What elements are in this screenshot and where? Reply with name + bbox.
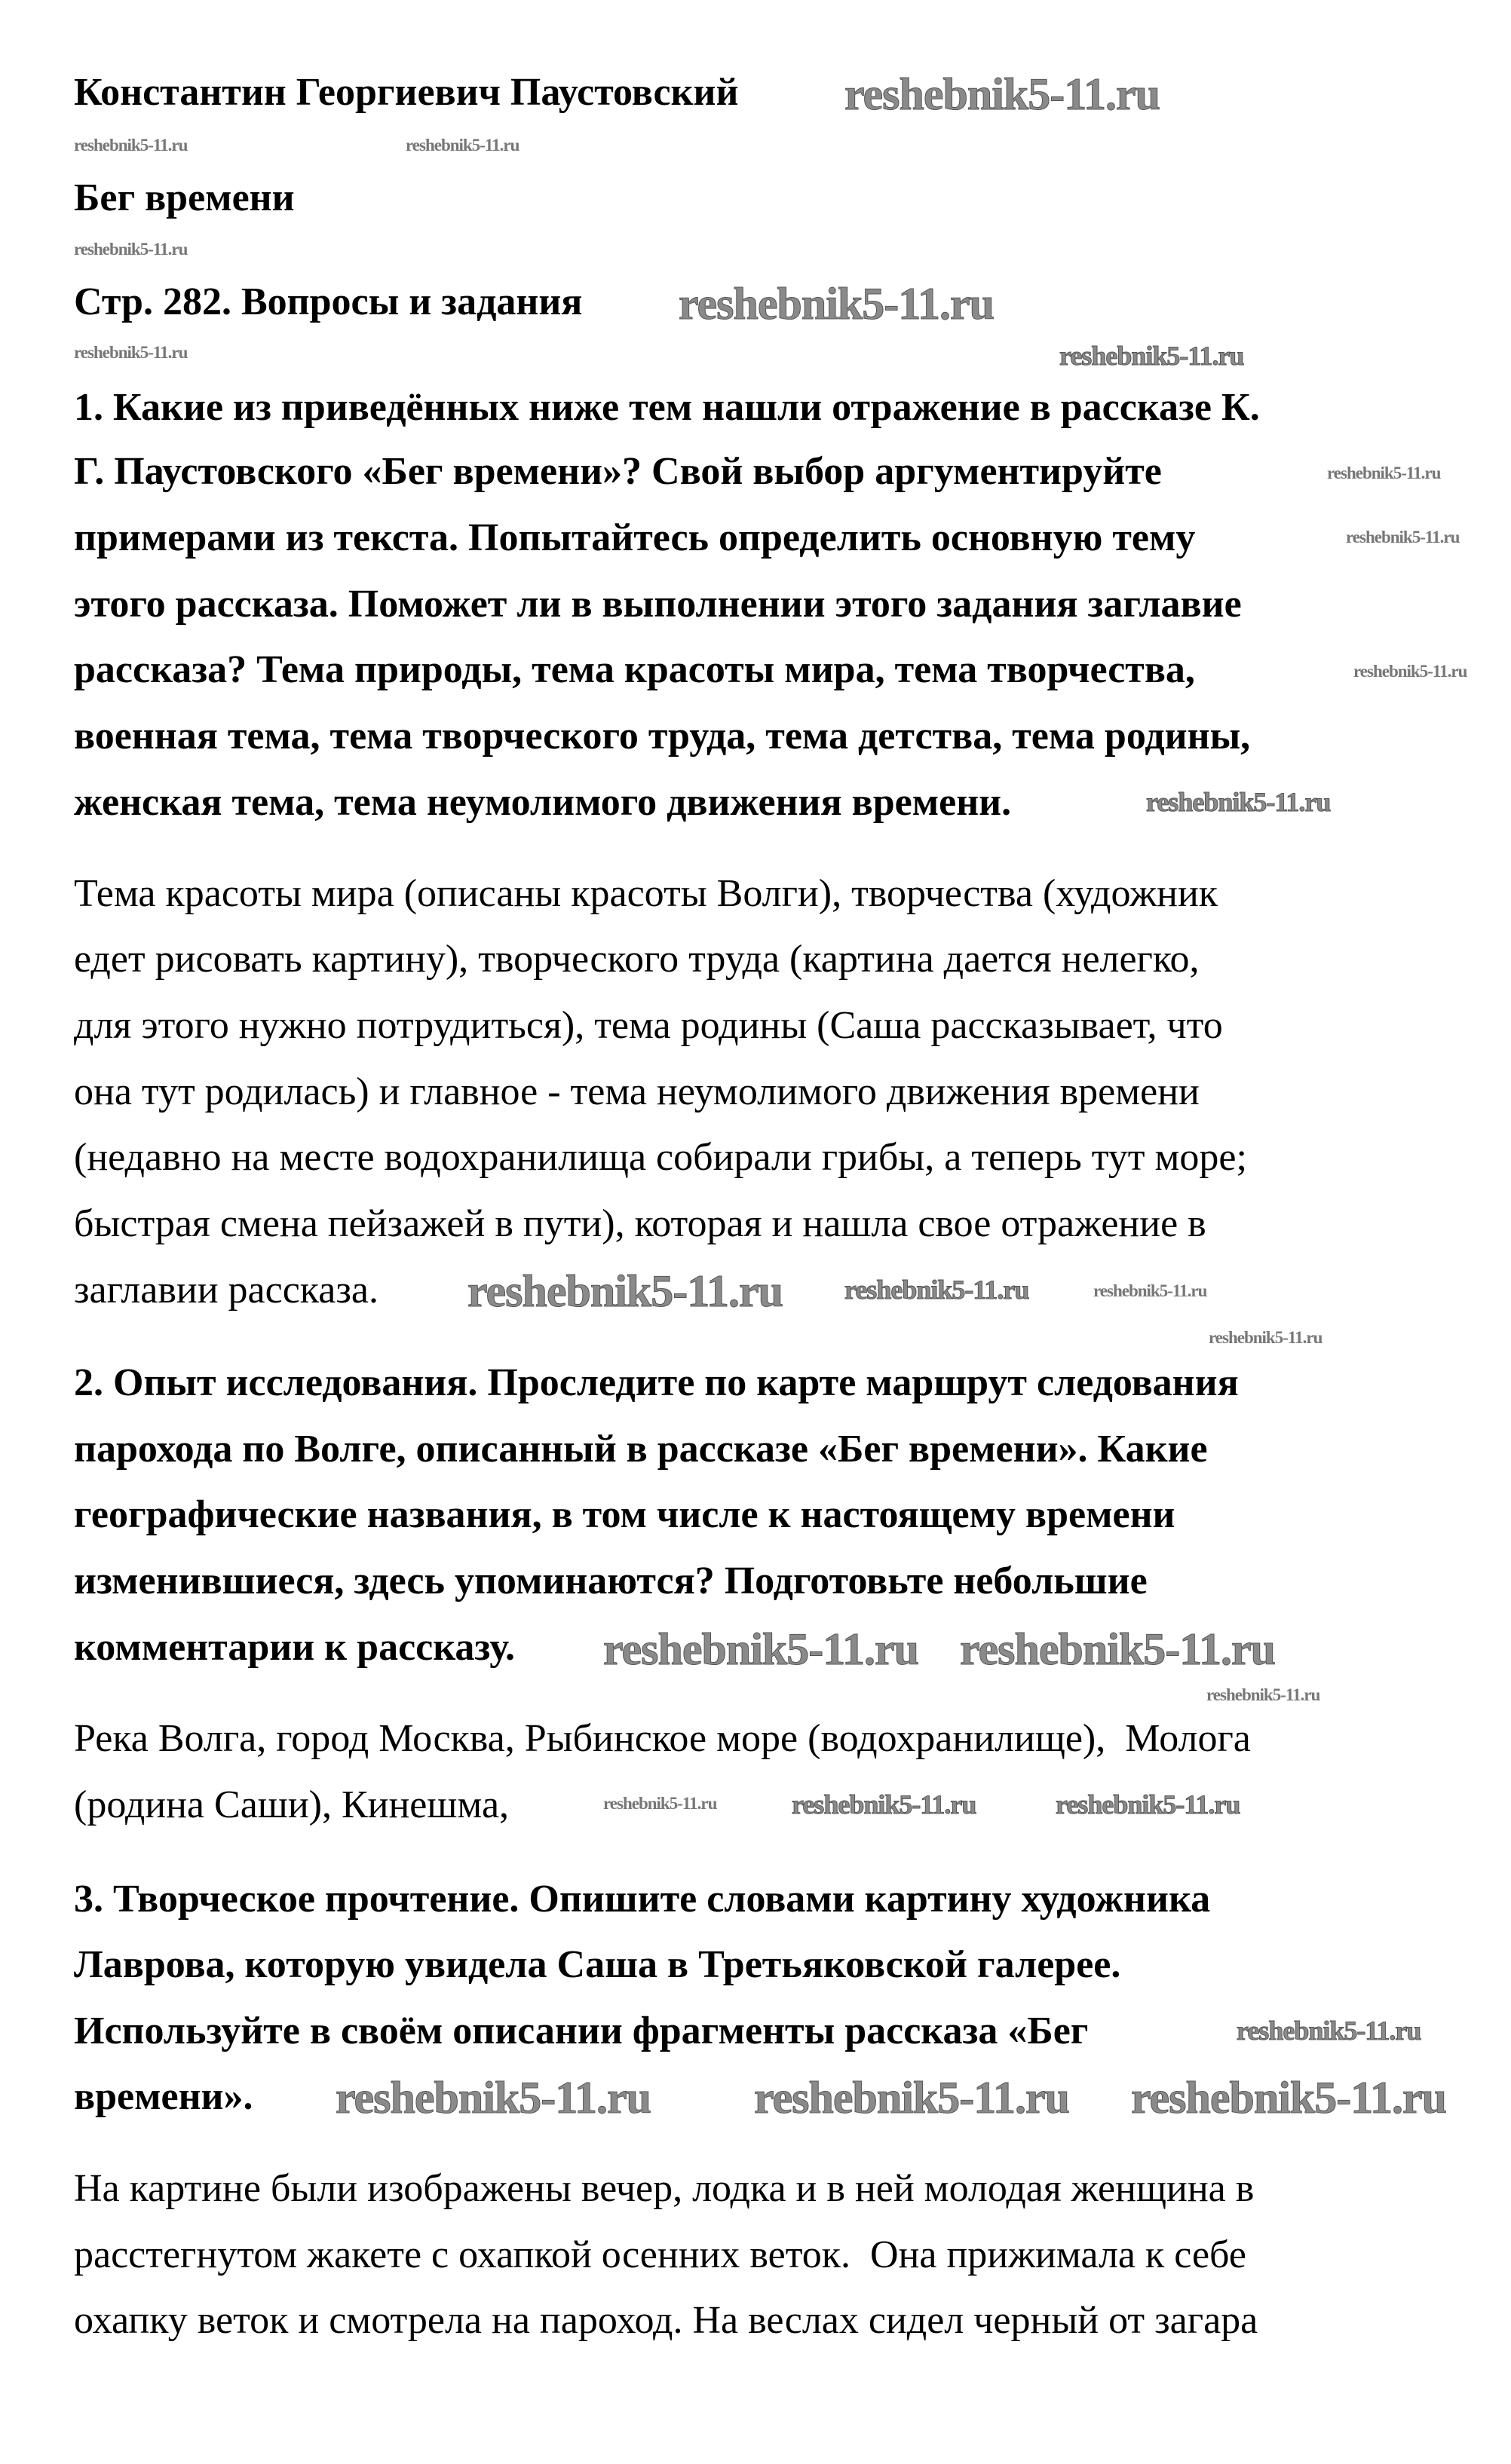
question-line: этого рассказа. Поможет ли в выполнении этого задания заглавие (74, 583, 1242, 626)
watermark: reshebnik5-11.ru (74, 240, 188, 259)
question-line: Используйте в своём описании фрагменты рассказа «Бег (74, 2009, 1089, 2052)
watermark: reshebnik5-11.ru (1209, 1328, 1323, 1347)
answer-line: едет рисовать картину), творческого труда (картина дается нелегко, (74, 938, 1200, 981)
question-line: парохода по Волге, описанный в рассказе «Бег времени». Какие (74, 1428, 1208, 1471)
watermark: reshebnik5-11.ru (467, 1266, 783, 1316)
question-line: женская тема, тема неумолимого движения времени. (74, 781, 1012, 824)
watermark: reshebnik5-11.ru (406, 136, 520, 155)
watermark: reshebnik5-11.ru (754, 2073, 1069, 2123)
watermark: reshebnik5-11.ru (679, 279, 994, 329)
question-line: 1. Какие из приведённых ниже тем нашли отражение в рассказе К. (74, 386, 1260, 429)
watermark: reshebnik5-11.ru (74, 343, 188, 362)
watermark: reshebnik5-11.ru (844, 1275, 1029, 1305)
question-line: военная тема, тема творческого труда, тема детства, тема родины, (74, 715, 1251, 758)
author-heading: Константин Георгиевич Паустовский (74, 71, 739, 114)
watermark: reshebnik5-11.ru (1206, 1685, 1320, 1704)
watermark: reshebnik5-11.ru (1131, 2073, 1446, 2123)
watermark: reshebnik5-11.ru (603, 1794, 717, 1813)
question-line: 2. Опыт исследования. Проследите по карте маршрут следования (74, 1361, 1239, 1404)
watermark: reshebnik5-11.ru (960, 1624, 1275, 1674)
watermark: reshebnik5-11.ru (1346, 528, 1460, 546)
answer-line: расстегнутом жакете с охапкой осенних веток. Она прижимала к себе (74, 2233, 1246, 2276)
question-line: примерами из текста. Попытайтесь определить основную тему (74, 516, 1196, 559)
story-title: Бег времени (74, 176, 295, 219)
answer-line: охапку веток и смотрела на пароход. На веслах сидел черный от загара (74, 2299, 1258, 2342)
watermark: reshebnik5-11.ru (792, 1789, 976, 1820)
watermark: reshebnik5-11.ru (603, 1624, 918, 1674)
watermark: reshebnik5-11.ru (1353, 662, 1467, 681)
question-line: рассказа? Тема природы, тема красоты мира, тема творчества, (74, 648, 1195, 691)
watermark: reshebnik5-11.ru (1093, 1281, 1207, 1300)
answer-line: быстрая смена пейзажей в пути), которая и нашла свое отражение в (74, 1202, 1206, 1245)
answer-line: (родина Саши), Кинешма, (74, 1783, 510, 1826)
watermark: reshebnik5-11.ru (74, 136, 188, 155)
question-line: Г. Паустовского «Бег времени»? Свой выбор аргументируйте (74, 450, 1162, 493)
section-heading: Стр. 282. Вопросы и задания (74, 280, 583, 323)
watermark: reshebnik5-11.ru (1056, 1789, 1240, 1820)
watermark: reshebnik5-11.ru (1237, 2016, 1421, 2046)
answer-line: (недавно на месте водохранилища собирали грибы, а теперь тут море; (74, 1136, 1247, 1179)
watermark: reshebnik5-11.ru (336, 2073, 651, 2123)
answer-line: она тут родилась) и главное - тема неумолимого движения времени (74, 1070, 1200, 1113)
watermark: reshebnik5-11.ru (1327, 464, 1441, 482)
answer-line: заглавии рассказа. (74, 1269, 379, 1312)
question-line: комментарии к рассказу. (74, 1626, 515, 1669)
answer-line: Река Волга, город Москва, Рыбинское море (водохранилище), Молога (74, 1717, 1251, 1760)
question-line: 3. Творческое прочтение. Опишите словами картину художника (74, 1878, 1211, 1921)
question-line: географические названия, в том числе к настоящему времени (74, 1493, 1175, 1536)
question-line: изменившиеся, здесь упоминаются? Подготовьте небольшие (74, 1560, 1148, 1602)
answer-line: Тема красоты мира (описаны красоты Волги), творчества (художник (74, 872, 1218, 915)
watermark: reshebnik5-11.ru (1146, 787, 1331, 817)
watermark: reshebnik5-11.ru (844, 69, 1160, 119)
answer-line: для этого нужно потрудиться), тема родины (Саша рассказывает, что (74, 1004, 1223, 1047)
answer-line: На картине были изображены вечер, лодка и в ней молодая женщина в (74, 2167, 1255, 2210)
question-line: Лаврова, которую увидела Саша в Третьяковской галерее. (74, 1943, 1121, 1986)
question-line: времени». (74, 2075, 253, 2118)
watermark: reshebnik5-11.ru (1059, 341, 1244, 371)
